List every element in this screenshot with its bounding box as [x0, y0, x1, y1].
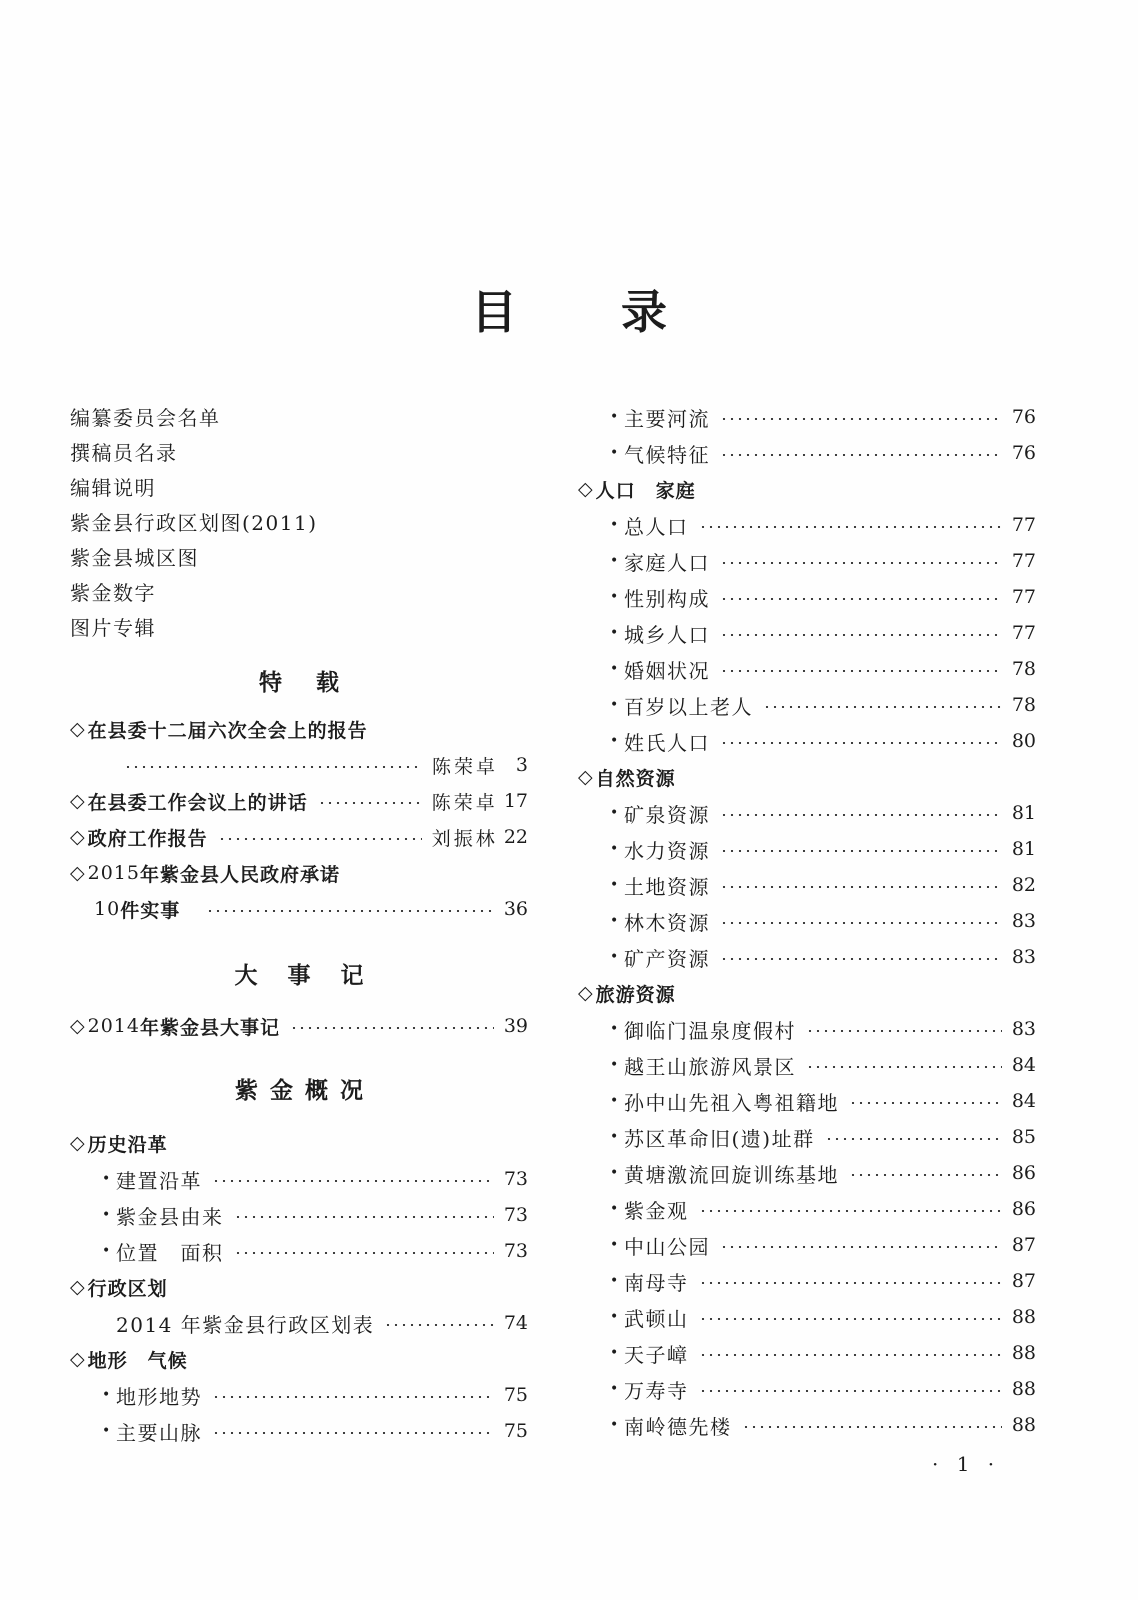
bullet-icon: •: [610, 589, 620, 605]
toc-item[interactable]: [578, 1011, 1036, 1047]
item-label: 越王山旅游风景区: [624, 1054, 796, 1079]
bullet-icon: •: [102, 1171, 112, 1187]
front-matter-label: 编辑说明: [70, 476, 156, 500]
front-matter-item[interactable]: [70, 609, 528, 644]
leader-dots: [384, 1324, 494, 1326]
toc-item[interactable]: [70, 1161, 528, 1197]
leader-dots: [212, 1180, 494, 1182]
toc-item[interactable]: [578, 939, 1036, 975]
front-matter-item[interactable]: [70, 399, 528, 434]
item-label: 万寿寺: [624, 1378, 689, 1403]
leader-dots: [234, 1216, 494, 1218]
item-page: 73: [503, 1240, 528, 1262]
leader-dots: [720, 454, 1002, 456]
category-label: 地形 气候: [87, 1349, 188, 1372]
item-label: 百岁以上老人: [624, 694, 753, 719]
leader-dots: [806, 1066, 1002, 1068]
bullet-icon: •: [102, 1423, 112, 1439]
item-page: 77: [1011, 550, 1036, 572]
toc-item[interactable]: [578, 615, 1036, 651]
diamond-icon: ◇: [70, 1015, 86, 1037]
toc-item[interactable]: [578, 1263, 1036, 1299]
front-matter-label: 撰稿员名录: [70, 441, 178, 465]
entry-page: 3: [515, 754, 528, 776]
leader-dots: [720, 742, 1002, 744]
bullet-icon: •: [610, 1057, 620, 1073]
bullet-icon: •: [610, 625, 620, 641]
item-page: 77: [1011, 586, 1036, 608]
toc-item[interactable]: [578, 579, 1036, 615]
entry-label: 年紫金县大事记: [139, 1016, 280, 1039]
bullet-icon: •: [610, 1093, 620, 1109]
front-matter-label: 编纂委员会名单: [70, 406, 221, 430]
item-page: 73: [503, 1168, 528, 1190]
section-title-events: 大事记: [234, 963, 394, 989]
diamond-icon: ◇: [578, 766, 594, 788]
entry-page: 17: [503, 790, 528, 812]
category-label: 人口 家庭: [595, 479, 696, 502]
item-label: 总人口: [624, 514, 689, 539]
item-page: 83: [1011, 946, 1036, 968]
toc-item[interactable]: [578, 1083, 1036, 1119]
diamond-icon: ◇: [70, 826, 86, 848]
item-page: 81: [1011, 802, 1036, 824]
item-label: 婚姻状况: [624, 658, 710, 683]
category-label: 行政区划: [87, 1277, 168, 1300]
bullet-icon: •: [610, 841, 620, 857]
entry-author: 陈荣卓: [431, 791, 498, 814]
bullet-icon: •: [610, 1237, 620, 1253]
item-label: 中山公园: [624, 1234, 710, 1259]
front-matter-item[interactable]: [70, 539, 528, 574]
item-label: 御临门温泉度假村: [624, 1018, 796, 1043]
item-page: 77: [1011, 514, 1036, 536]
item-label: 建置沿革: [116, 1168, 202, 1193]
toc-item[interactable]: [578, 1047, 1036, 1083]
bullet-icon: •: [102, 1207, 112, 1223]
front-matter-label: 紫金县行政区划图(2011): [70, 511, 318, 535]
leader-dots: [849, 1174, 1002, 1176]
item-page: 88: [1011, 1378, 1036, 1400]
leader-dots: [318, 802, 422, 804]
item-page: 76: [1011, 442, 1036, 464]
diamond-icon: ◇: [70, 790, 86, 812]
front-matter-label: 图片专辑: [70, 616, 156, 640]
toc-item[interactable]: [578, 1155, 1036, 1191]
leader-dots: [699, 1282, 1002, 1284]
toc-item[interactable]: [578, 867, 1036, 903]
item-label: 武顿山: [624, 1306, 689, 1331]
bullet-icon: •: [610, 517, 620, 533]
front-matter-label: 紫金数字: [70, 581, 156, 605]
toc-item[interactable]: [578, 1371, 1036, 1407]
entry-author: 刘振林: [431, 827, 498, 850]
item-label: 孙中山先祖入粤祖籍地: [624, 1090, 839, 1115]
front-matter-item[interactable]: [70, 434, 528, 469]
item-page: 78: [1011, 694, 1036, 716]
diamond-icon: ◇: [70, 1348, 86, 1370]
entry-year: 2015: [87, 862, 140, 884]
bullet-icon: •: [610, 661, 620, 677]
leader-dots: [218, 838, 422, 840]
item-label: 姓氏人口: [624, 730, 710, 755]
item-label: 主要河流: [624, 406, 710, 431]
front-matter-item[interactable]: [70, 574, 528, 609]
entry-label: 年紫金县人民政府承诺: [139, 863, 340, 886]
bullet-icon: •: [610, 877, 620, 893]
leader-dots: [742, 1426, 1002, 1428]
toc-item[interactable]: [578, 507, 1036, 543]
item-label: 苏区革命旧(遗)址群: [624, 1126, 815, 1151]
item-page: 86: [1011, 1198, 1036, 1220]
bullet-icon: •: [610, 697, 620, 713]
leader-dots: [720, 922, 1002, 924]
item-label: 紫金县由来: [116, 1204, 224, 1229]
leader-dots: [720, 670, 1002, 672]
item-label: 2014 年紫金县行政区划表: [116, 1312, 375, 1337]
toc-item[interactable]: [578, 1407, 1036, 1443]
item-label: 位置 面积: [116, 1240, 224, 1265]
toc-category-tourism[interactable]: [578, 975, 1036, 1011]
leader-dots: [720, 850, 1002, 852]
toc-item[interactable]: [578, 1227, 1036, 1263]
leader-dots: [212, 1396, 494, 1398]
category-label: 自然资源: [595, 767, 676, 790]
bullet-icon: •: [610, 1201, 620, 1217]
entry-label: 在县委十二届六次全会上的报告: [87, 719, 368, 742]
toc-entry-gov-report[interactable]: [70, 819, 528, 855]
toc-item[interactable]: [578, 795, 1036, 831]
item-label: 水力资源: [624, 838, 710, 863]
toc-item[interactable]: [578, 399, 1036, 435]
item-label: 天子嶂: [624, 1342, 689, 1367]
page-title: 目录: [471, 285, 771, 339]
entry-label: 件实事: [120, 899, 181, 922]
leader-dots: [849, 1102, 1002, 1104]
toc-item[interactable]: [578, 1119, 1036, 1155]
category-label: 历史沿革: [87, 1133, 168, 1156]
front-matter-item[interactable]: [70, 469, 528, 504]
front-matter-item[interactable]: [70, 504, 528, 539]
leader-dots: [699, 1318, 1002, 1320]
item-label: 城乡人口: [624, 622, 710, 647]
bullet-icon: •: [610, 553, 620, 569]
leader-dots: [720, 418, 1002, 420]
leader-dots: [699, 526, 1002, 528]
bullet-icon: •: [610, 1273, 620, 1289]
diamond-icon: ◇: [70, 718, 86, 740]
leader-dots: [720, 814, 1002, 816]
bullet-icon: •: [610, 805, 620, 821]
leader-dots: [124, 766, 422, 768]
leader-dots: [290, 1027, 494, 1029]
item-label: 林木资源: [624, 910, 710, 935]
toc-item[interactable]: [578, 687, 1036, 723]
item-page: 76: [1011, 406, 1036, 428]
toc-item[interactable]: [70, 1197, 528, 1233]
toc-item[interactable]: [70, 1377, 528, 1413]
bullet-icon: •: [102, 1387, 112, 1403]
bullet-icon: •: [610, 1345, 620, 1361]
entry-page: 22: [503, 826, 528, 848]
toc-entry-chronicle[interactable]: [70, 1008, 528, 1044]
item-page: 88: [1011, 1342, 1036, 1364]
item-page: 74: [503, 1312, 528, 1334]
item-page: 77: [1011, 622, 1036, 644]
category-label: 旅游资源: [595, 983, 676, 1006]
front-matter-label: 紫金县城区图: [70, 546, 199, 570]
bullet-icon: •: [610, 733, 620, 749]
entry-count: 10: [94, 898, 121, 920]
toc-entry-report[interactable]: [70, 711, 528, 747]
item-page: 75: [503, 1420, 528, 1442]
toc-item[interactable]: [578, 543, 1036, 579]
section-title-overview: 紫金概况: [235, 1078, 375, 1104]
leader-dots: [206, 910, 494, 912]
page-number: · 1 ·: [932, 1452, 1001, 1476]
toc-entry-speech[interactable]: [70, 783, 528, 819]
toc-item[interactable]: [578, 435, 1036, 471]
item-page: 84: [1011, 1090, 1036, 1112]
item-page: 85: [1011, 1126, 1036, 1148]
item-label: 黄塘激流回旋训练基地: [624, 1162, 839, 1187]
leader-dots: [806, 1030, 1002, 1032]
toc-item[interactable]: [578, 1335, 1036, 1371]
entry-page: 39: [503, 1015, 528, 1037]
item-page: 87: [1011, 1270, 1036, 1292]
toc-item[interactable]: [70, 1233, 528, 1269]
item-page: 88: [1011, 1414, 1036, 1436]
item-page: 81: [1011, 838, 1036, 860]
toc-category-terrain[interactable]: [70, 1341, 528, 1377]
toc-item[interactable]: [578, 1191, 1036, 1227]
bullet-icon: •: [610, 913, 620, 929]
toc-item[interactable]: [578, 651, 1036, 687]
item-page: 83: [1011, 1018, 1036, 1040]
toc-left-column: [70, 399, 528, 1449]
item-page: 88: [1011, 1306, 1036, 1328]
diamond-icon: ◇: [70, 862, 86, 884]
leader-dots: [699, 1390, 1002, 1392]
item-page: 82: [1011, 874, 1036, 896]
item-label: 矿泉资源: [624, 802, 710, 827]
item-label: 紫金观: [624, 1198, 689, 1223]
toc-entry-promises[interactable]: [70, 855, 528, 891]
bullet-icon: •: [610, 1165, 620, 1181]
item-label: 南岭德先楼: [624, 1414, 732, 1439]
toc-entry-report-continuation[interactable]: [70, 747, 528, 783]
leader-dots: [720, 598, 1002, 600]
entry-label: 在县委工作会议上的讲话: [87, 791, 308, 814]
item-label: 土地资源: [624, 874, 710, 899]
leader-dots: [234, 1252, 494, 1254]
bullet-icon: •: [610, 1129, 620, 1145]
bullet-icon: •: [610, 409, 620, 425]
toc-item[interactable]: [578, 1299, 1036, 1335]
item-label: 矿产资源: [624, 946, 710, 971]
toc-category-admin[interactable]: [70, 1269, 528, 1305]
bullet-icon: •: [610, 1381, 620, 1397]
leader-dots: [720, 886, 1002, 888]
leader-dots: [699, 1354, 1002, 1356]
leader-dots: [720, 1246, 1002, 1248]
toc-item[interactable]: [578, 723, 1036, 759]
toc-item[interactable]: [578, 903, 1036, 939]
bullet-icon: •: [102, 1243, 112, 1259]
entry-author: 陈荣卓: [431, 755, 498, 778]
diamond-icon: ◇: [70, 1276, 86, 1298]
toc-category-nature[interactable]: [578, 759, 1036, 795]
toc-category-population[interactable]: [578, 471, 1036, 507]
leader-dots: [720, 562, 1002, 564]
diamond-icon: ◇: [578, 982, 594, 1004]
item-label: 南母寺: [624, 1270, 689, 1295]
bullet-icon: •: [610, 1021, 620, 1037]
leader-dots: [699, 1210, 1002, 1212]
toc-entry-promises-continuation[interactable]: [70, 891, 528, 927]
item-page: 78: [1011, 658, 1036, 680]
entry-year: 2014: [87, 1015, 140, 1037]
toc-item[interactable]: [578, 831, 1036, 867]
toc-item[interactable]: [70, 1305, 528, 1341]
item-page: 86: [1011, 1162, 1036, 1184]
entry-label: 政府工作报告: [87, 827, 208, 850]
item-page: 73: [503, 1204, 528, 1226]
bullet-icon: •: [610, 1309, 620, 1325]
item-page: 84: [1011, 1054, 1036, 1076]
item-label: 性别构成: [624, 586, 710, 611]
item-label: 气候特征: [624, 442, 710, 467]
leader-dots: [720, 634, 1002, 636]
section-title-special: 特载: [259, 670, 373, 696]
leader-dots: [212, 1432, 494, 1434]
item-label: 地形地势: [116, 1384, 202, 1409]
item-page: 83: [1011, 910, 1036, 932]
toc-item[interactable]: [70, 1413, 528, 1449]
leader-dots: [720, 958, 1002, 960]
item-page: 75: [503, 1384, 528, 1406]
bullet-icon: •: [610, 445, 620, 461]
toc-right-column: [578, 399, 1036, 1443]
leader-dots: [763, 706, 1002, 708]
diamond-icon: ◇: [70, 1132, 86, 1154]
item-label: 主要山脉: [116, 1420, 202, 1445]
item-page: 80: [1011, 730, 1036, 752]
item-label: 家庭人口: [624, 550, 710, 575]
toc-category-history[interactable]: [70, 1125, 528, 1161]
bullet-icon: •: [610, 949, 620, 965]
item-page: 87: [1011, 1234, 1036, 1256]
bullet-icon: •: [610, 1417, 620, 1433]
diamond-icon: ◇: [578, 478, 594, 500]
leader-dots: [825, 1138, 1002, 1140]
entry-page: 36: [503, 898, 528, 920]
